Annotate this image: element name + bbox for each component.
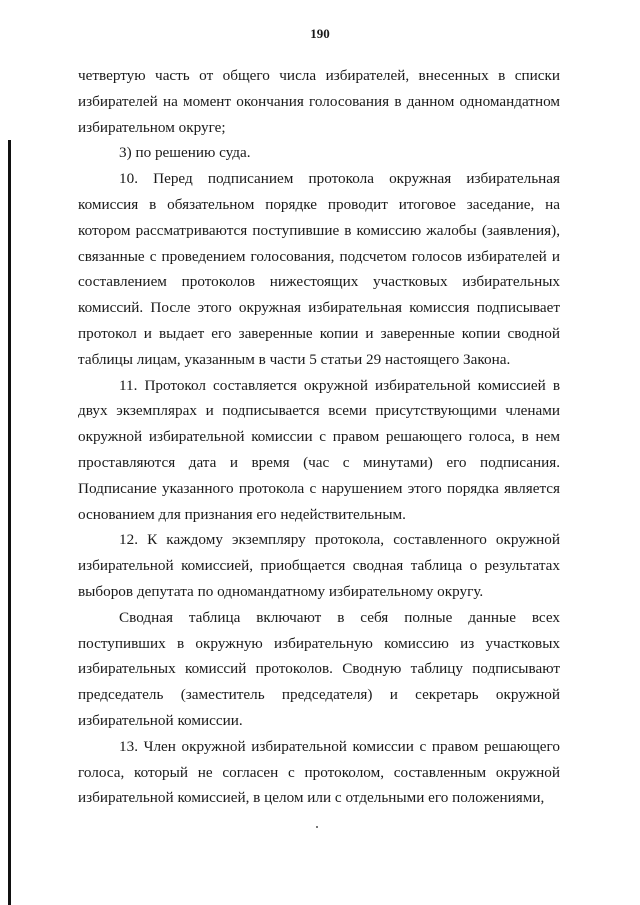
paragraph-section-13: 13. Член окружной избирательной комиссии с правом решающего голоса, который не согласен с протоколом, составленным окружной избирательной комиссией, в целом или с отдельными его положениями, bbox=[78, 737, 560, 807]
paragraph-summary-table: Сводная таблица включают в себя полные данные всех поступивших в окружную избирательную комиссию из участковых избирательных комиссий протоколов. Сводную таблицу подписывают председатель (заместитель председателя) и секретарь окружной избирательной комиссии. bbox=[78, 608, 560, 729]
paragraph-section-11: 11. Протокол составляется окружной избирательной комиссией в двух экземплярах и подписывается всеми присутствующими членами окружной избирательной комиссии с правом решающего голоса, в нем проставляются дата и время (час с минутами) его подписания. Подписание указанного протокола с нарушением этого порядка является основанием для признания его недействительным. bbox=[78, 376, 560, 523]
document-body bbox=[78, 63, 560, 811]
paragraph-item-3: 3) по решению суда. bbox=[119, 144, 251, 162]
paragraph-section-12: 12. К каждому экземпляру протокола, составленного окружной избирательной комиссией, приобщается сводная таблица о результатах выборов депутата по одномандатному избирательному округу. bbox=[78, 531, 560, 600]
scan-speck bbox=[316, 826, 318, 828]
page-number: 190 bbox=[310, 26, 330, 41]
paragraph-section-10: 10. Перед подписанием протокола окружная избирательная комиссия в обязательном порядке проводит итоговое заседание, на котором рассматриваются поступившие в комиссию жалобы (заявления), связанные с проведением голосования, подсчетом голосов избирателей и составлением протоколов нижестоящих участковых избирательных комиссий. После этого окружная избирательная комиссия подписывает протокол и выдает его заверенные копии и заверенные копии сводной таблицы лицам, указанным в части 5 статьи 29 настоящего Закона. bbox=[78, 170, 560, 368]
left-margin-bar bbox=[8, 140, 11, 905]
paragraph-continuation: четвертую часть от общего числа избирателей, внесенных в списки избирателей на момент окончания голосования в данном одномандатном избирательном округе; bbox=[78, 67, 560, 136]
